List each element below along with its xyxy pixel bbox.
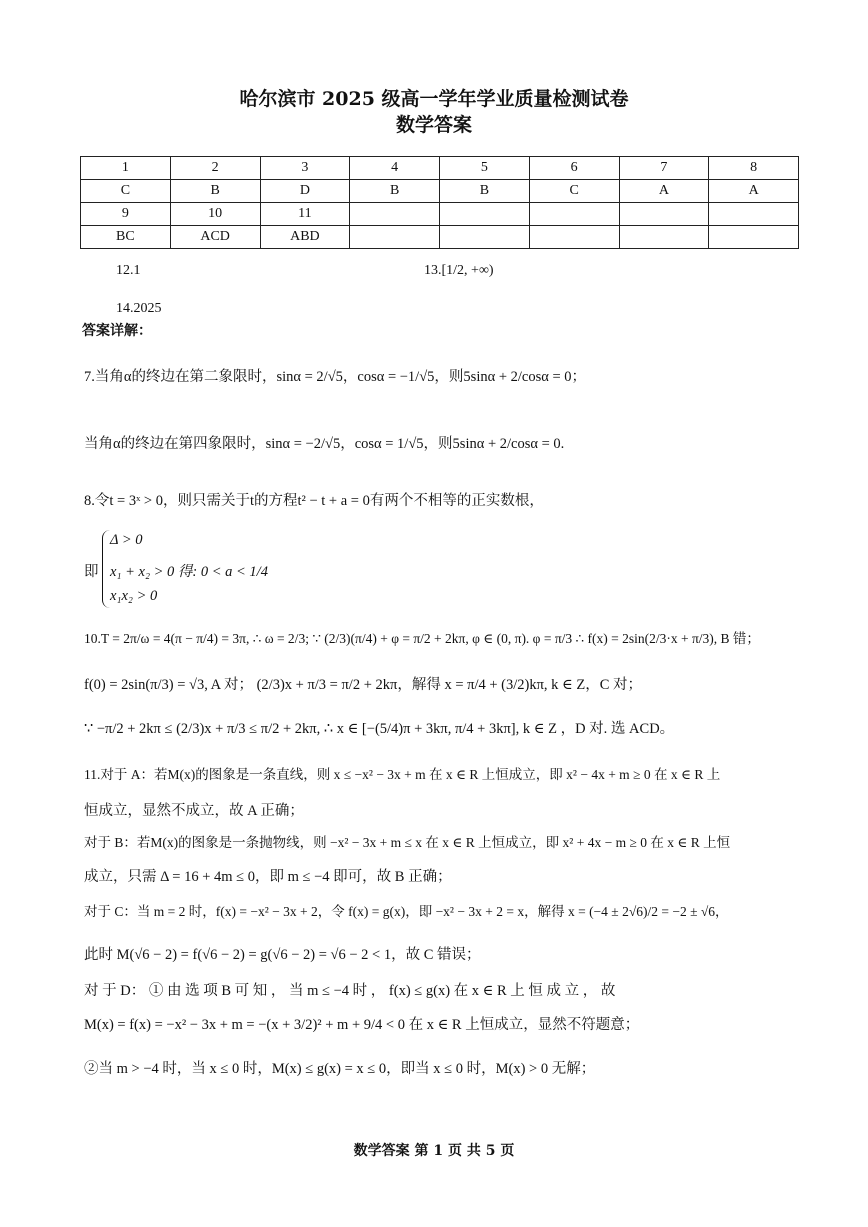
table-cell: C [529, 180, 619, 203]
table-cell: 9 [81, 203, 171, 226]
solution-8-line-1: 8.令t = 3ˣ > 0，则只需关于t的方程t² − t + a = 0有两个不相等的正实数根， [84, 493, 544, 509]
table-cell: B [440, 180, 530, 203]
system-row: x₁x₂ > 0 [110, 588, 158, 604]
table-row [81, 157, 799, 180]
table-cell [440, 226, 530, 249]
table-cell: D [260, 180, 350, 203]
table-cell: 3 [260, 157, 350, 180]
table-row [81, 226, 799, 249]
table-cell: 7 [619, 157, 709, 180]
solution-10-line-2: f(0) = 2sin(π/3) = √3, A 对； (2/3)x + π/3 = π/2 + 2kπ，解得 x = π/4 + (3/2)kπ, k ∈ Z，C 对； [84, 677, 643, 693]
table-cell [350, 203, 440, 226]
solution-10-line-1: 10.T = 2π/ω = 4(π − π/4) = 3π, ∴ ω = 2/3; ∵ (2/3)(π/4) + φ = π/2 + 2kπ, φ ∈ (0, π). φ = π/3 ∴ f(x) = 2sin(2/3·x + π/3), B 错； [84, 631, 760, 646]
table-cell: ABD [260, 226, 350, 249]
table-cell: B [350, 180, 440, 203]
table-cell [709, 203, 799, 226]
table-cell: A [619, 180, 709, 203]
table-cell: 5 [440, 157, 530, 180]
table-cell: 4 [350, 157, 440, 180]
page-subtitle: 数学答案 [395, 114, 472, 136]
table-cell [619, 203, 709, 226]
answer-table [80, 156, 799, 249]
system-row: x₁ + x₂ > 0 得: 0 < a < 1/4 [110, 564, 268, 580]
fill-answer-13-prefix: 13. [424, 263, 442, 278]
solution-11-line-5: 对于 C：当 m = 2 时，f(x) = −x² − 3x + 2，令 f(x) = g(x)，即 −x² − 3x + 2 = x，解得 x = (−4 ± 2√6)/2 = −2 ± √6， [84, 904, 729, 919]
table-row [81, 203, 799, 226]
table-cell: 6 [529, 157, 619, 180]
table-cell: B [170, 180, 260, 203]
table-cell: 8 [709, 157, 799, 180]
details-heading: 答案详解： [82, 323, 152, 339]
table-cell [350, 226, 440, 249]
table-cell [529, 203, 619, 226]
solution-7-line-2: 当角α的终边在第四象限时，sinα = −2/√5，cosα = 1/√5，则5sinα + 2/cosα = 0. [84, 436, 565, 452]
solution-11-line-3: 对于 B：若M(x)的图象是一条抛物线，则 −x² − 3x + m ≤ x 在 x ∈ R 上恒成立，即 x² + 4x − m ≥ 0 在 x ∈ R 上恒 [84, 835, 731, 850]
system-prefix: 即 [84, 564, 99, 580]
table-cell: C [81, 180, 171, 203]
solution-11-line-1: 11.对于 A：若M(x)的图象是一条直线，则 x ≤ −x² − 3x + m 在 x ∈ R 上恒成立，即 x² − 4x + m ≥ 0 在 x ∈ R 上 [84, 767, 721, 782]
table-cell: A [709, 180, 799, 203]
fill-answer-12: 12.1 [116, 263, 141, 278]
solution-7-line-1: 7.当角α的终边在第二象限时，sinα = 2/√5，cosα = −1/√5，则5sinα + 2/cosα = 0； [84, 369, 586, 385]
fill-answer-13-value: [1/2, +∞) [441, 263, 494, 278]
table-cell: 10 [170, 203, 260, 226]
table-cell: 2 [170, 157, 260, 180]
table-cell [709, 226, 799, 249]
table-cell [440, 203, 530, 226]
table-cell: ACD [170, 226, 260, 249]
table-row [81, 180, 799, 203]
solution-11-line-4: 成立，只需 Δ = 16 + 4m ≤ 0，即 m ≤ −4 即可，故 B 正确； [84, 869, 452, 885]
solution-11-line-7: 对 于 D： ① 由 选 项 B 可 知 ， 当 m ≤ −4 时 ， f(x) ≤ g(x) 在 x ∈ R 上 恒 成 立 ， 故 [84, 983, 616, 999]
system-row: Δ > 0 [110, 532, 143, 548]
solution-11-line-9: ②当 m > −4 时，当 x ≤ 0 时，M(x) ≤ g(x) = x ≤ 0，即当 x ≤ 0 时，M(x) > 0 无解； [84, 1061, 596, 1077]
fill-answer-14: 14.2025 [116, 301, 162, 316]
solution-11-line-6: 此时 M(√6 − 2) = f(√6 − 2) = g(√6 − 2) = √6 − 2 < 1，故 C 错误； [84, 947, 481, 963]
solution-10-line-3: ∵ −π/2 + 2kπ ≤ (2/3)x + π/3 ≤ π/2 + 2kπ, ∴ x ∈ [−(5/4)π + 3kπ, π/4 + 3kπ], k ∈ Z ，D 对. 选 ACD。 [84, 721, 675, 737]
page-footer: 数学答案 第 1 页 共 5 页 [353, 1143, 515, 1159]
table-cell [619, 226, 709, 249]
table-cell: BC [81, 226, 171, 249]
solution-11-line-2: 恒成立，显然不成立，故 A 正确； [84, 803, 304, 819]
fill-answer-13 [424, 262, 494, 280]
table-cell [529, 226, 619, 249]
table-cell: 11 [260, 203, 350, 226]
solution-11-line-8: M(x) = f(x) = −x² − 3x + m = −(x + 3/2)² + m + 9/4 < 0 在 x ∈ R 上恒成立，显然不符题意； [84, 1017, 640, 1033]
table-cell: 1 [81, 157, 171, 180]
page-title: 哈尔滨市 2025 级高一学年学业质量检测试卷 [239, 88, 629, 110]
